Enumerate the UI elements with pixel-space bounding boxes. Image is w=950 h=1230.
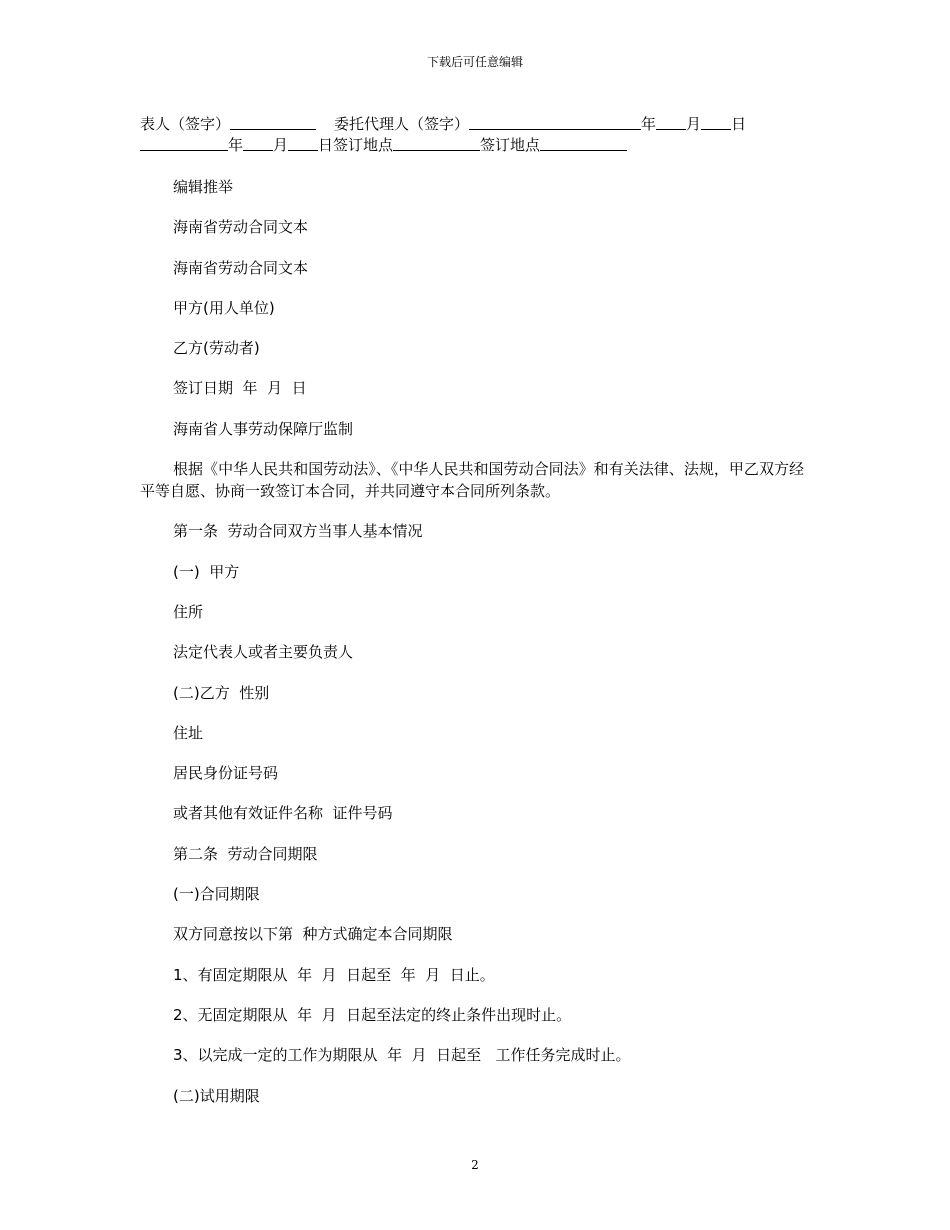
paragraph: 双方同意按以下第 种方式确定本合同期限 bbox=[173, 925, 453, 944]
agent-signature-label: 委托代理人（签字） bbox=[334, 115, 470, 133]
paragraph: 海南省人事劳动保障厅监制 bbox=[173, 419, 354, 438]
signature-line-2 bbox=[140, 135, 820, 156]
paragraph: (二)乙方 性别 bbox=[173, 683, 270, 702]
signature-line-1 bbox=[140, 114, 820, 135]
paragraph: 2、无固定期限从 年 月 日起至法定的终止条件出现时止。 bbox=[173, 1005, 572, 1024]
blank-line bbox=[288, 135, 318, 151]
year-label: 年 bbox=[641, 115, 657, 133]
paragraph: 法定代表人或者主要负责人 bbox=[173, 643, 354, 662]
paragraph: (二)试用期限 bbox=[173, 1086, 260, 1105]
paragraph: 海南省劳动合同文本 bbox=[173, 258, 309, 277]
paragraph: (一) 甲方 bbox=[173, 562, 240, 581]
year-label: 年 bbox=[228, 136, 244, 154]
paragraph: 或者其他有效证件名称 证件号码 bbox=[173, 804, 393, 823]
paragraph: 3、以完成一定的工作为期限从 年 月 日起至 工作任务完成时止。 bbox=[173, 1046, 631, 1065]
day-label: 日 bbox=[731, 115, 747, 133]
paragraph: 居民身份证号码 bbox=[173, 764, 279, 783]
paragraph: 住址 bbox=[173, 723, 204, 742]
blank-line bbox=[393, 135, 480, 151]
document-body bbox=[140, 176, 804, 1125]
paragraph: 乙方(劳动者) bbox=[173, 339, 260, 358]
paragraph: 编辑推举 bbox=[173, 178, 234, 196]
representative-signature-label: 表人（签字） bbox=[140, 115, 231, 133]
signature-block bbox=[140, 114, 820, 156]
blank-line bbox=[701, 114, 731, 130]
month-label: 月 bbox=[686, 115, 702, 133]
paragraph: 第二条 劳动合同期限 bbox=[173, 844, 318, 863]
blank-line bbox=[469, 114, 641, 130]
paragraph: 甲方(用人单位) bbox=[173, 298, 275, 317]
blank-line bbox=[243, 135, 273, 151]
blank-line bbox=[656, 114, 686, 130]
paragraph: 住所 bbox=[173, 602, 204, 621]
paragraph: (一)合同期限 bbox=[173, 885, 260, 904]
page-header: 下载后可任意编辑 bbox=[426, 55, 523, 69]
blank-line bbox=[540, 135, 627, 151]
paragraph: 第一条 劳动合同双方当事人基本情况 bbox=[173, 522, 423, 541]
month-label: 月 bbox=[273, 136, 289, 154]
paragraph: 签订日期 年 月 日 bbox=[173, 379, 307, 398]
paragraph: 1、有固定期限从 年 月 日起至 年 月 日止。 bbox=[173, 965, 495, 984]
page-number: 2 bbox=[471, 1158, 479, 1172]
signing-place-label: 日签订地点 bbox=[318, 136, 394, 154]
blank-line bbox=[230, 114, 316, 130]
signing-place-label: 签订地点 bbox=[480, 136, 541, 154]
paragraph: 海南省劳动合同文本 bbox=[173, 218, 309, 237]
blank-line bbox=[140, 135, 228, 151]
paragraph: 根据《中华人民共和国劳动法》、《中华人民共和国劳动合同法》和有关法律、法规，甲乙双方经平等自愿、协商一致签订本合同，并共同遵守本合同所列条款。 bbox=[140, 460, 804, 501]
